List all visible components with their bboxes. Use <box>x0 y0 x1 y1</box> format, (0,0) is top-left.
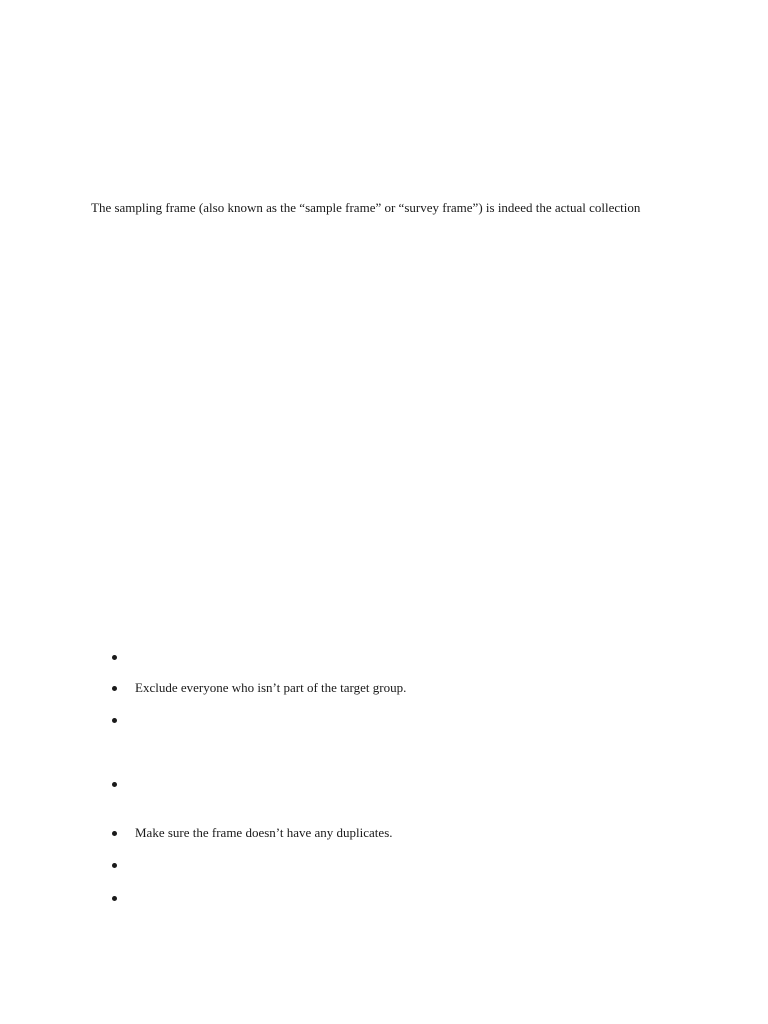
bullet-item <box>112 711 117 729</box>
bullet-icon <box>112 655 117 660</box>
body-paragraph: The sampling frame (also known as the “sample frame” or “survey frame”) is indeed the actual collection <box>91 200 641 215</box>
bullet-icon <box>112 782 117 787</box>
bullet-icon <box>112 686 117 691</box>
bullet-item <box>112 856 117 874</box>
bullet-item <box>112 824 393 842</box>
bullet-icon <box>112 896 117 901</box>
bullet-icon <box>112 831 117 836</box>
bullet-text: Exclude everyone who isn’t part of the target group. <box>135 680 407 695</box>
bullet-icon <box>112 718 117 723</box>
bullet-item <box>112 679 407 697</box>
bullet-item <box>112 775 117 793</box>
bullet-text: Make sure the frame doesn’t have any duplicates. <box>135 825 393 840</box>
bullet-icon <box>112 863 117 868</box>
bullet-item <box>112 889 117 907</box>
bullet-item <box>112 648 117 666</box>
